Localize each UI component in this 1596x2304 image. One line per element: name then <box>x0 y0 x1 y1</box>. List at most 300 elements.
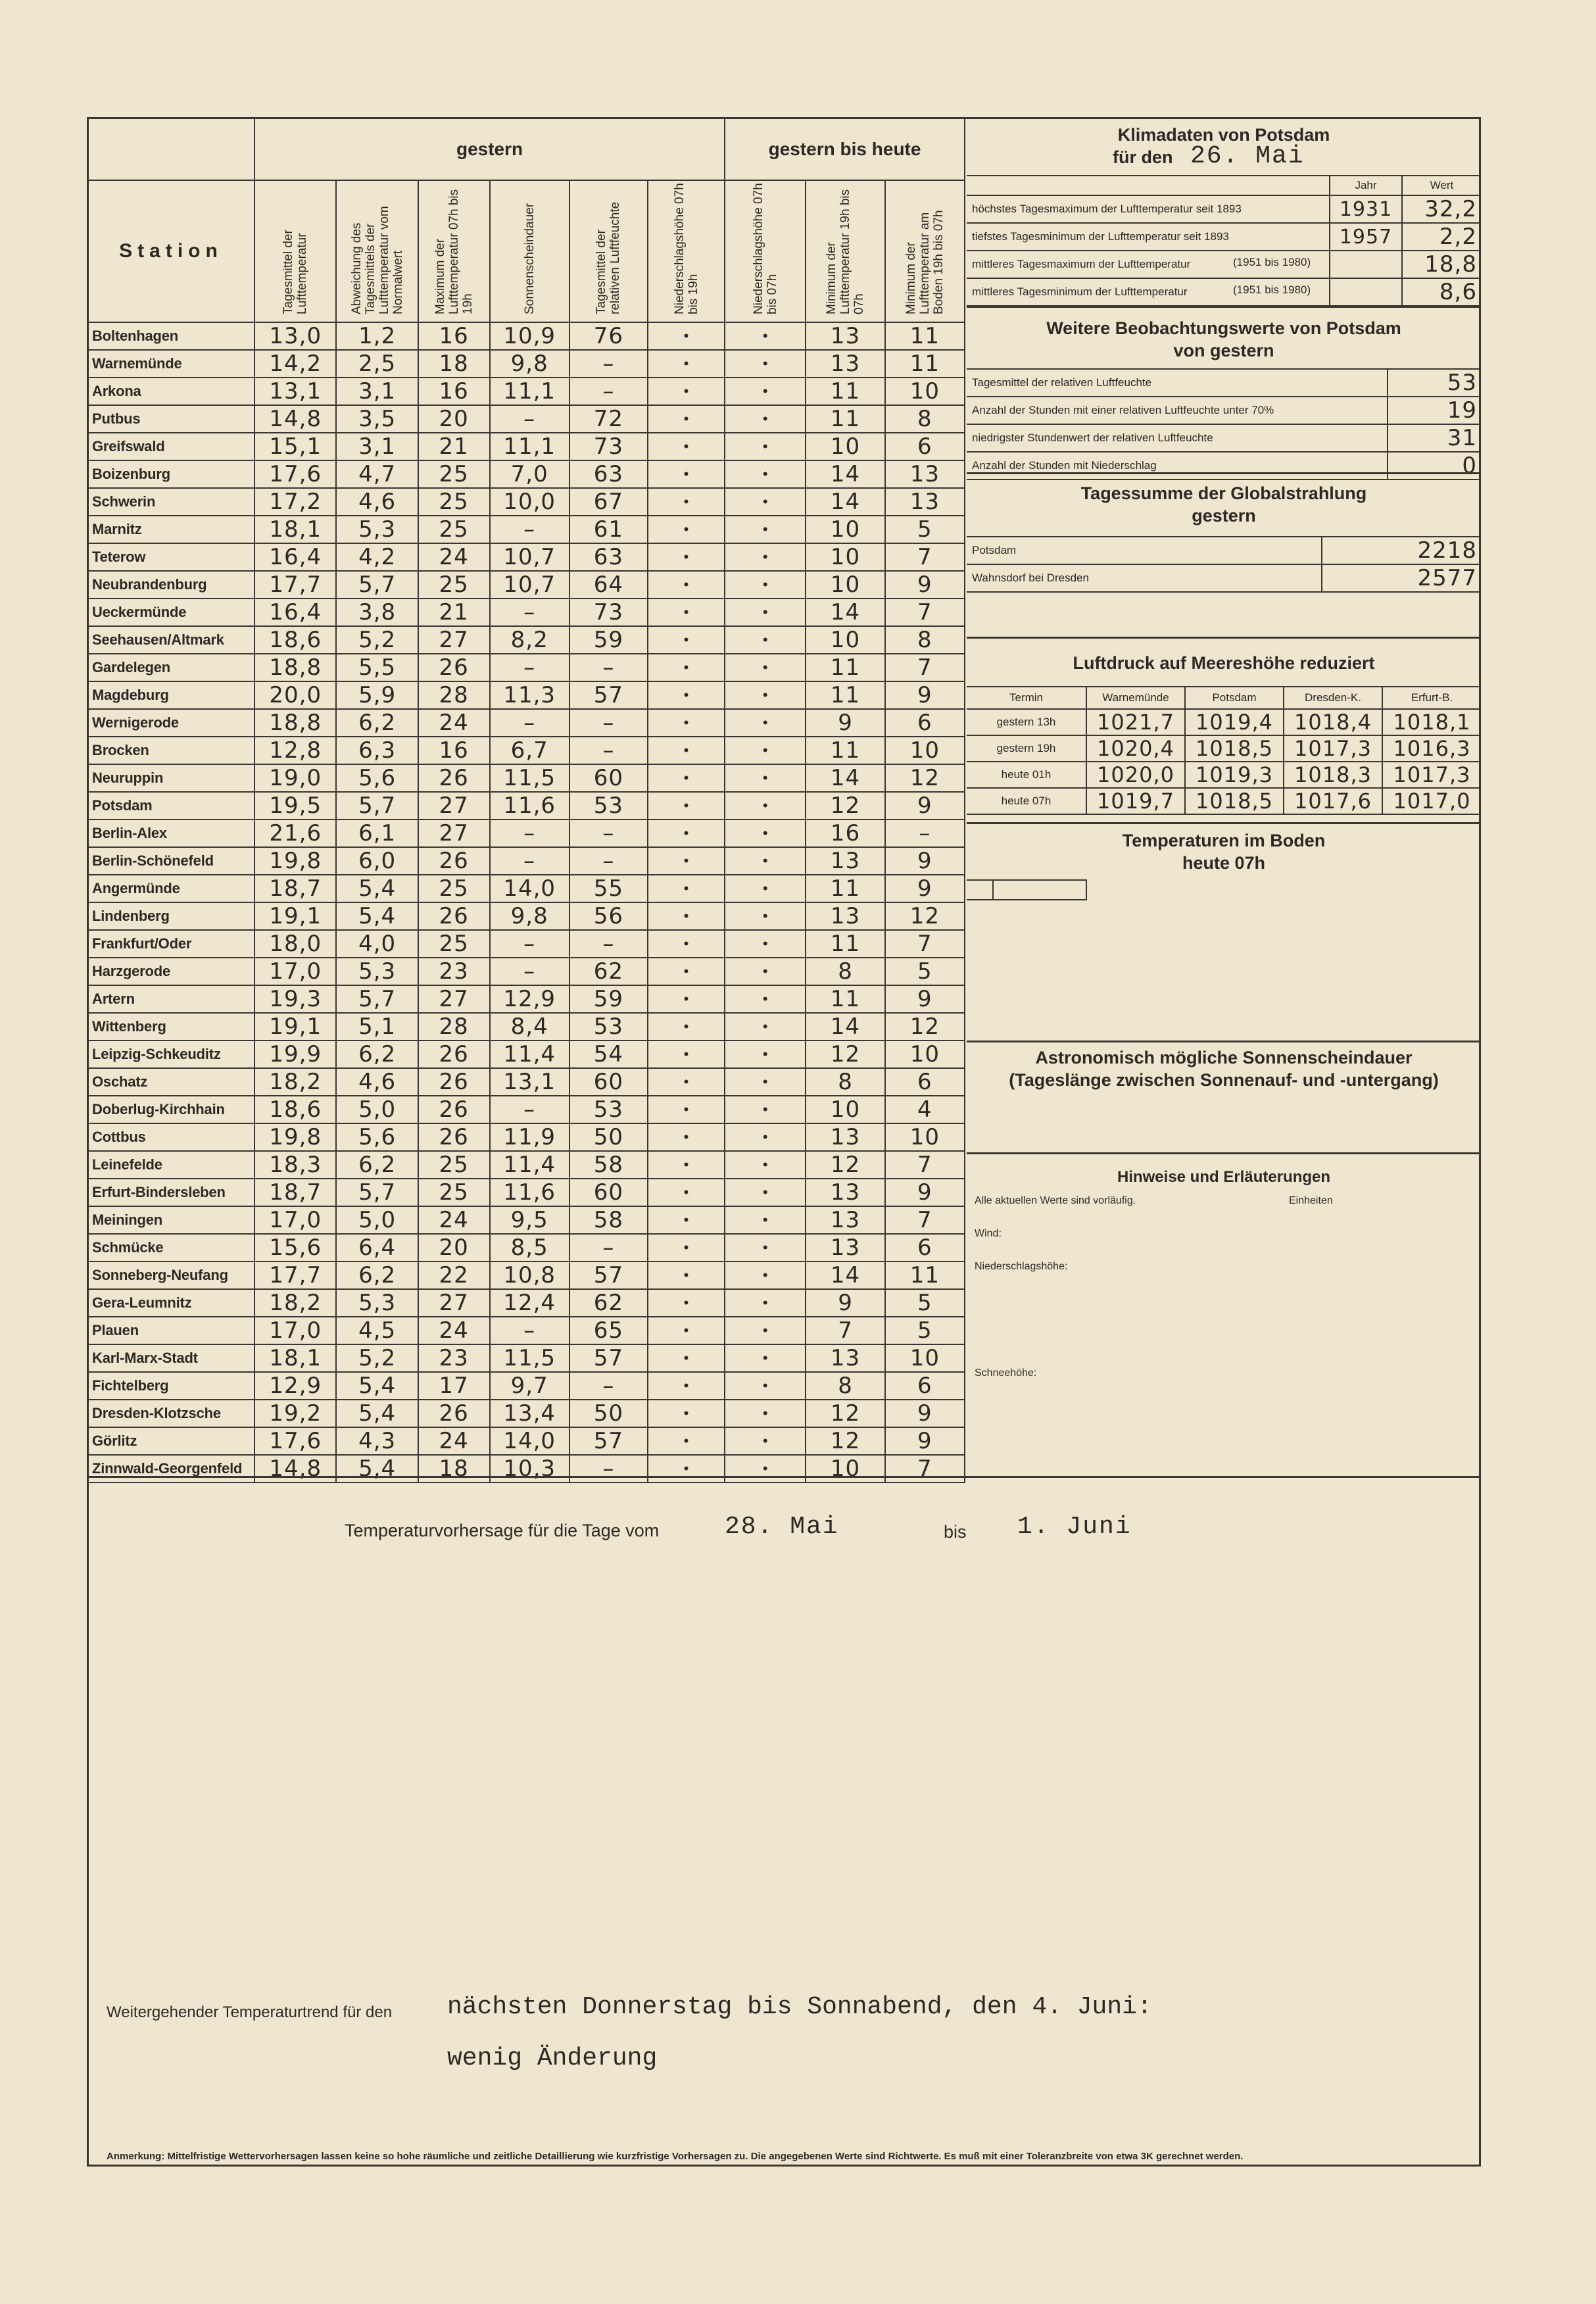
station-value: 12 <box>885 1013 965 1041</box>
station-value: • <box>725 1041 806 1068</box>
station-name: Dresden-Klotzsche <box>87 1400 254 1427</box>
station-value: 10 <box>806 433 884 460</box>
column-header-9 <box>885 180 965 322</box>
station-row <box>87 543 965 571</box>
station-value: 14,2 <box>254 350 336 378</box>
station-value: 11,1 <box>490 433 569 460</box>
klima-year <box>1330 251 1402 278</box>
weitere-label: Anzahl der Stunden mit einer relativen Luftfeuchte unter 70% <box>967 397 1388 424</box>
station-name: Boltenhagen <box>87 322 254 350</box>
klima-label <box>967 195 1330 223</box>
station-name: Görlitz <box>87 1427 254 1455</box>
klima-value: 32,2 <box>1402 195 1481 223</box>
trend-text: nächsten Donnerstag bis Sonnabend, den 4. Juni: <box>447 1993 1152 2021</box>
station-value: • <box>725 1179 806 1206</box>
station-value: 11,1 <box>490 378 569 405</box>
station-value: 5,7 <box>336 1179 418 1206</box>
station-value: 11 <box>885 350 965 378</box>
station-value: 14 <box>806 1013 884 1041</box>
station-value: 11 <box>806 985 884 1013</box>
station-value: • <box>648 1179 725 1206</box>
station-name: Boizenburg <box>87 460 254 488</box>
station-value: • <box>648 1400 725 1427</box>
boden-head-blank-2 <box>993 880 1086 900</box>
station-name: Doberlug-Kirchhain <box>87 1096 254 1123</box>
station-row <box>87 930 965 958</box>
column-header-8 <box>806 180 884 322</box>
station-value: 21,6 <box>254 820 336 847</box>
station-value: 4,7 <box>336 460 418 488</box>
station-value: 2,5 <box>336 350 418 378</box>
station-value: 58 <box>569 1206 648 1234</box>
station-value: – <box>490 599 569 626</box>
station-value: 50 <box>569 1400 648 1427</box>
station-value: 26 <box>418 1400 490 1427</box>
hinweise-title: Hinweise und Erläuterungen <box>1117 1168 1331 1186</box>
forecast-to: 1. Juni <box>1017 1513 1132 1541</box>
station-name: Leinefelde <box>87 1151 254 1179</box>
station-value: 11 <box>806 737 884 764</box>
station-value: 5,4 <box>336 875 418 902</box>
station-value: – <box>569 378 648 405</box>
station-value: 62 <box>569 958 648 985</box>
station-value: 28 <box>418 1013 490 1041</box>
station-value: 11,5 <box>490 764 569 792</box>
station-value: – <box>490 516 569 543</box>
luftdruck-value: 1017,0 <box>1382 788 1481 814</box>
station-value: 3,5 <box>336 405 418 433</box>
luftdruck-row <box>967 735 1481 762</box>
weitere-value: 53 <box>1388 369 1481 397</box>
station-value: 6,2 <box>336 1151 418 1179</box>
station-value: 11,4 <box>490 1151 569 1179</box>
station-value: 24 <box>418 1427 490 1455</box>
station-row <box>87 1013 965 1041</box>
station-value: 5,4 <box>336 1400 418 1427</box>
station-row <box>87 1289 965 1317</box>
luftdruck-header: Erfurt-B. <box>1382 687 1481 709</box>
weitere-subtitle: von gestern <box>1173 341 1274 360</box>
station-value: 50 <box>569 1123 648 1151</box>
station-value: 5,9 <box>336 681 418 709</box>
station-value: 18 <box>418 1455 490 1483</box>
station-name: Oschatz <box>87 1068 254 1096</box>
klima-date: 26. Mai <box>1190 142 1305 170</box>
station-name: Wernigerode <box>87 709 254 737</box>
klima-year: 1957 <box>1330 223 1402 251</box>
station-value: 18,8 <box>254 709 336 737</box>
station-row <box>87 681 965 709</box>
station-value: 65 <box>569 1317 648 1344</box>
station-value: 5 <box>885 1317 965 1344</box>
weitere-section <box>967 306 1481 480</box>
luftdruck-title: Luftdruck auf Meereshöhe reduziert <box>1073 653 1375 673</box>
station-value: 21 <box>418 433 490 460</box>
station-value: 60 <box>569 1179 648 1206</box>
station-name: Sonneberg-Neufang <box>87 1262 254 1289</box>
station-row <box>87 1234 965 1262</box>
station-value: 5,4 <box>336 902 418 930</box>
station-value: 9 <box>885 792 965 820</box>
hinweise-section <box>967 1152 1481 1454</box>
station-value: 17,0 <box>254 958 336 985</box>
weitere-label: niedrigster Stundenwert der relativen Luftfeuchte <box>967 424 1388 452</box>
station-value: 7 <box>885 1455 965 1483</box>
station-value: • <box>648 1151 725 1179</box>
station-value: 9 <box>885 1179 965 1206</box>
station-value: 18,6 <box>254 626 336 654</box>
station-value: 27 <box>418 985 490 1013</box>
station-row <box>87 1317 965 1344</box>
group-yesterday: gestern <box>254 118 725 180</box>
station-value: • <box>648 820 725 847</box>
station-value: 5,2 <box>336 626 418 654</box>
station-value: 55 <box>569 875 648 902</box>
station-value: 11 <box>806 378 884 405</box>
station-value: 5 <box>885 958 965 985</box>
station-value: 13 <box>806 350 884 378</box>
station-value: – <box>569 820 648 847</box>
station-value: 11 <box>806 681 884 709</box>
station-value: • <box>648 599 725 626</box>
station-value: 4,6 <box>336 1068 418 1096</box>
station-value: • <box>725 847 806 875</box>
station-value: 9,7 <box>490 1372 569 1400</box>
station-value: 10,8 <box>490 1262 569 1289</box>
station-value: 5,3 <box>336 958 418 985</box>
station-value: • <box>648 571 725 599</box>
station-value: – <box>569 847 648 875</box>
station-value: 11 <box>885 322 965 350</box>
station-value: 26 <box>418 1096 490 1123</box>
station-value: 19,5 <box>254 792 336 820</box>
station-name: Meiningen <box>87 1206 254 1234</box>
luftdruck-termin: gestern 13h <box>967 709 1086 735</box>
station-value: • <box>648 516 725 543</box>
luftdruck-value: 1021,7 <box>1086 709 1185 735</box>
station-value: 53 <box>569 1096 648 1123</box>
station-value: • <box>725 378 806 405</box>
klima-label-text: mittleres Tagesmaximum der Lufttemperatur <box>972 258 1191 270</box>
station-value: • <box>725 709 806 737</box>
station-value: 27 <box>418 626 490 654</box>
station-value: 18,2 <box>254 1289 336 1317</box>
station-value: 6,1 <box>336 820 418 847</box>
station-value: • <box>725 1123 806 1151</box>
column-header-text: Niederschlagshöhe 07h bis 19h <box>672 183 700 314</box>
station-value: • <box>648 737 725 764</box>
station-value: 5,6 <box>336 1123 418 1151</box>
station-value: – <box>490 820 569 847</box>
station-value: 3,8 <box>336 599 418 626</box>
station-value: 5,7 <box>336 792 418 820</box>
station-value: 4,5 <box>336 1317 418 1344</box>
forecast-intro: Temperaturvorhersage für die Tage vom <box>345 1521 660 1540</box>
station-value: 7 <box>806 1317 884 1344</box>
station-value: 11 <box>885 1262 965 1289</box>
station-value: 9,8 <box>490 350 569 378</box>
station-value: 12 <box>806 1427 884 1455</box>
station-value: • <box>725 654 806 681</box>
station-value: 26 <box>418 902 490 930</box>
station-value: • <box>648 405 725 433</box>
station-value: 10,0 <box>490 488 569 516</box>
station-value: 8 <box>885 626 965 654</box>
luftdruck-value: 1019,4 <box>1185 709 1284 735</box>
station-value: 18,3 <box>254 1151 336 1179</box>
station-value: 28 <box>418 681 490 709</box>
station-value: 5,0 <box>336 1206 418 1234</box>
station-value: 19,8 <box>254 1123 336 1151</box>
station-row <box>87 792 965 820</box>
station-value: 6,2 <box>336 709 418 737</box>
station-value: 4,0 <box>336 930 418 958</box>
station-value: 7 <box>885 1206 965 1234</box>
klima-period: (1951 bis 1980) <box>1233 283 1311 296</box>
klima-label <box>967 223 1330 251</box>
station-value: 67 <box>569 488 648 516</box>
klima-row <box>967 278 1481 306</box>
station-row <box>87 709 965 737</box>
station-value: 4 <box>885 1096 965 1123</box>
station-value: 26 <box>418 847 490 875</box>
station-value: • <box>725 1151 806 1179</box>
station-value: 12 <box>806 792 884 820</box>
station-value: 18,0 <box>254 930 336 958</box>
station-value: 18,8 <box>254 654 336 681</box>
station-value: 13 <box>806 847 884 875</box>
station-value: • <box>725 1427 806 1455</box>
station-value: 25 <box>418 516 490 543</box>
station-value: 5,6 <box>336 764 418 792</box>
station-value: 10 <box>885 1041 965 1068</box>
station-value: 18,7 <box>254 875 336 902</box>
station-header-blank <box>87 118 254 180</box>
luftdruck-header: Termin <box>967 687 1086 709</box>
station-value: 21 <box>418 599 490 626</box>
station-value: • <box>725 985 806 1013</box>
station-value: 8 <box>806 1068 884 1096</box>
station-value: – <box>490 709 569 737</box>
klima-section <box>967 117 1481 306</box>
station-value: • <box>725 1455 806 1483</box>
station-value: 9 <box>885 847 965 875</box>
boden-table <box>967 879 1481 900</box>
station-value: 5 <box>885 516 965 543</box>
station-value: 17,0 <box>254 1317 336 1344</box>
station-value: 14 <box>806 764 884 792</box>
station-value: 57 <box>569 1344 648 1372</box>
station-value: 19,2 <box>254 1400 336 1427</box>
station-value: • <box>725 1262 806 1289</box>
station-value: • <box>648 1206 725 1234</box>
station-value: 17 <box>418 1372 490 1400</box>
station-name: Teterow <box>87 543 254 571</box>
station-value: 8 <box>806 958 884 985</box>
station-value: 25 <box>418 930 490 958</box>
station-value: 6 <box>885 1234 965 1262</box>
station-value: • <box>648 1096 725 1123</box>
station-row <box>87 626 965 654</box>
weitere-table <box>967 368 1481 480</box>
station-value: 73 <box>569 599 648 626</box>
weitere-value: 31 <box>1388 424 1481 452</box>
station-value: 24 <box>418 1317 490 1344</box>
station-value: 14 <box>806 488 884 516</box>
station-value: 17,6 <box>254 1427 336 1455</box>
station-value: 6,4 <box>336 1234 418 1262</box>
weitere-row <box>967 369 1481 397</box>
station-row <box>87 350 965 378</box>
station-value: 5,2 <box>336 1344 418 1372</box>
station-value: 62 <box>569 1289 648 1317</box>
station-value: 13 <box>806 322 884 350</box>
luftdruck-value: 1017,6 <box>1284 788 1382 814</box>
station-name: Gardelegen <box>87 654 254 681</box>
boden-title: Temperaturen im Boden <box>1122 831 1326 850</box>
station-value: 59 <box>569 626 648 654</box>
station-value: 61 <box>569 516 648 543</box>
station-value: 11,9 <box>490 1123 569 1151</box>
station-value: • <box>725 405 806 433</box>
luftdruck-value: 1020,0 <box>1086 762 1185 788</box>
station-value: 26 <box>418 654 490 681</box>
weitere-value: 19 <box>1388 397 1481 424</box>
station-name: Ueckermünde <box>87 599 254 626</box>
luftdruck-value: 1018,4 <box>1284 709 1382 735</box>
station-row <box>87 764 965 792</box>
station-value: 13,4 <box>490 1400 569 1427</box>
boden-subtitle: heute 07h <box>1182 853 1266 873</box>
station-value: • <box>725 902 806 930</box>
global-subtitle: gestern <box>1192 506 1256 526</box>
luftdruck-value: 1018,5 <box>1185 788 1284 814</box>
station-value: 5,7 <box>336 571 418 599</box>
station-value: • <box>648 902 725 930</box>
station-name: Angermünde <box>87 875 254 902</box>
station-row <box>87 820 965 847</box>
station-value: 25 <box>418 488 490 516</box>
forecast-intro-line <box>87 1513 1481 1552</box>
station-name: Berlin-Alex <box>87 820 254 847</box>
station-name: Harzgerode <box>87 958 254 985</box>
station-name: Arkona <box>87 378 254 405</box>
station-value: 26 <box>418 1068 490 1096</box>
station-value: 11,6 <box>490 1179 569 1206</box>
station-value: • <box>725 1400 806 1427</box>
station-value: • <box>725 1372 806 1400</box>
klima-date-prefix: für den <box>1113 147 1173 167</box>
station-name: Seehausen/Altmark <box>87 626 254 654</box>
station-value: 5,4 <box>336 1455 418 1483</box>
station-row <box>87 378 965 405</box>
station-name: Gera-Leumnitz <box>87 1289 254 1317</box>
station-value: 12 <box>885 902 965 930</box>
station-value: 8 <box>806 1372 884 1400</box>
station-name: Neuruppin <box>87 764 254 792</box>
station-value: 7 <box>885 654 965 681</box>
klima-value: 8,6 <box>1402 278 1481 306</box>
station-value: • <box>725 792 806 820</box>
station-value: 9 <box>885 875 965 902</box>
station-value: 26 <box>418 1123 490 1151</box>
station-value: • <box>725 571 806 599</box>
station-value: • <box>648 488 725 516</box>
station-value: 76 <box>569 322 648 350</box>
station-value: • <box>725 958 806 985</box>
station-value: 13 <box>806 1344 884 1372</box>
station-row <box>87 1427 965 1455</box>
station-value: 11 <box>806 930 884 958</box>
station-value: – <box>490 847 569 875</box>
station-value: 10 <box>806 626 884 654</box>
station-value: • <box>648 626 725 654</box>
station-value: 6,2 <box>336 1262 418 1289</box>
station-value: 18,1 <box>254 516 336 543</box>
station-value: 13 <box>885 488 965 516</box>
station-value: 7 <box>885 543 965 571</box>
station-value: 20 <box>418 1234 490 1262</box>
station-value: 8,5 <box>490 1234 569 1262</box>
station-value: – <box>569 1455 648 1483</box>
luftdruck-row <box>967 709 1481 735</box>
station-value: 16 <box>418 737 490 764</box>
station-value: • <box>648 1455 725 1483</box>
station-name: Magdeburg <box>87 681 254 709</box>
station-value: 19,9 <box>254 1041 336 1068</box>
station-value: 12,9 <box>490 985 569 1013</box>
station-value: 17,0 <box>254 1206 336 1234</box>
column-header-1 <box>254 180 336 322</box>
station-value: 9 <box>885 1427 965 1455</box>
station-value: 17,2 <box>254 488 336 516</box>
luftdruck-value: 1018,3 <box>1284 762 1382 788</box>
station-value: 16 <box>806 820 884 847</box>
klima-row <box>967 251 1481 278</box>
station-name: Greifswald <box>87 433 254 460</box>
station-value: 13 <box>806 1179 884 1206</box>
station-value: 58 <box>569 1151 648 1179</box>
station-value: 6,0 <box>336 847 418 875</box>
station-value: • <box>648 378 725 405</box>
weitere-label: Anzahl der Stunden mit Niederschlag <box>967 452 1388 479</box>
station-row <box>87 875 965 902</box>
station-value: 13 <box>806 902 884 930</box>
station-value: 64 <box>569 571 648 599</box>
station-value: • <box>725 1317 806 1344</box>
global-label: Wahnsdorf bei Dresden <box>967 564 1322 592</box>
sonne-table <box>967 1098 1481 1142</box>
station-value: 5,3 <box>336 1289 418 1317</box>
station-value: 13 <box>806 1234 884 1262</box>
station-value: 12 <box>806 1400 884 1427</box>
station-value: • <box>648 1372 725 1400</box>
station-value: 5,4 <box>336 1372 418 1400</box>
station-value: • <box>648 847 725 875</box>
station-name: Erfurt-Bindersleben <box>87 1179 254 1206</box>
station-row <box>87 433 965 460</box>
column-header-text: Minimum der Lufttemperatur am Boden 19h bis 07h <box>904 210 946 314</box>
luftdruck-termin: heute 07h <box>967 788 1086 814</box>
station-value: 10,3 <box>490 1455 569 1483</box>
luftdruck-value: 1016,3 <box>1382 735 1481 762</box>
station-row <box>87 516 965 543</box>
station-value: 20,0 <box>254 681 336 709</box>
station-row <box>87 599 965 626</box>
klima-value: 2,2 <box>1402 223 1481 251</box>
station-name: Lindenberg <box>87 902 254 930</box>
station-value: 18,2 <box>254 1068 336 1096</box>
